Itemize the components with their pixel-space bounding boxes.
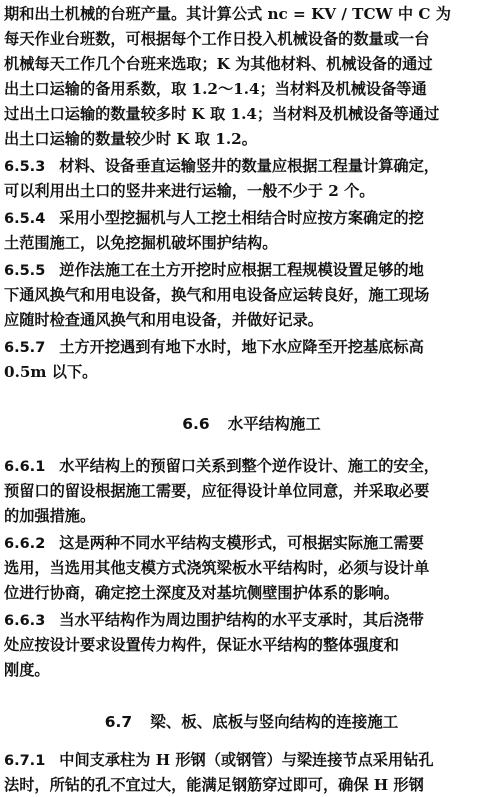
clause-text: 当水平结构作为周边围护结构的水平支承时，其后浇带 [59,611,424,629]
clause-number: 6.5.3 [4,159,46,175]
clause-number: 6.5.7 [4,340,46,356]
paragraph-line: 机械每天工作几个台班来选取；K 为其他材料、机械设备的通过 [4,55,433,73]
clause-text: 水平结构上的预留口关系到整个逆作设计、施工的安全， [59,457,439,475]
paragraph-line: 过出土口运输的数量较多时 K 取 1.4；当材料及机械设备等通过 [4,105,440,123]
clause-number: 6.7.1 [4,753,46,769]
clause-number: 6.6.1 [4,459,46,475]
section-title: 梁、板、底板与竖向结构的连接施工 [150,712,399,731]
clause-text: 材料、设备垂直运输竖井的数量应根据工程量计算确定， [59,157,439,175]
clause-text-line: 法时，所钻的孔不宜过大，能满足钢筋穿过即可，确保 H 形钢 [4,776,424,794]
paragraph-line: 期和出土机械的台班产量。其计算公式 nc = KV / TCW 中 C 为 [4,5,451,23]
clause-6-5-7 [4,337,499,358]
clause-number: 6.6.3 [4,613,46,629]
clause-number: 6.6.2 [4,536,46,552]
paragraph-line: 出土口运输的数量较少时 K 取 1.2。 [4,130,257,148]
clause-text-line: 选用，当选用其他支模方式浇筑梁板水平结构时，必须与设计单 [4,559,430,577]
clause-6-6-1 [4,456,499,477]
clause-text: 中间支承柱为 H 形钢（或钢管）与梁连接节点采用钻孔 [59,751,434,769]
clause-6-7-1 [4,750,499,771]
clause-text-line: 的加强措施。 [4,507,96,525]
clause-text-line: 下通风换气和用电设备，换气和用电设备应运转良好，施工现场 [4,286,430,304]
clause-text-line: 可以利用出土口的竖井来进行运输，一般不少于 2 个。 [4,182,375,200]
section-title: 水平结构施工 [227,414,321,433]
paragraph-line: 出土口运输的备用系数，取 1.2～1.4；当材料及机械设备等通 [4,80,427,98]
clause-6-5-4 [4,208,499,229]
section-heading-6-7 [0,711,503,733]
clause-text-line: 应随时检查通风换气和用电设备，并做好记录。 [4,311,323,329]
clause-text: 采用小型挖掘机与人工挖土相结合时应按方案确定的挖 [59,209,424,227]
clause-number: 6.5.5 [4,263,46,279]
section-number: 6.7 [104,713,133,731]
clause-text: 逆作法施工在土方开挖时应根据工程规模设置足够的地 [59,261,424,279]
clause-6-6-2 [4,533,499,554]
clause-text-line: 位进行协商，确定挖土深度及对基坑侧壁围护体系的影响。 [4,584,399,602]
clause-text: 这是两种不同水平结构支模形式，可根据实际施工需要 [59,534,424,552]
clause-6-6-3 [4,610,499,631]
clause-text-line: 处应按设计要求设置传力构件，保证水平结构的整体强度和 [4,636,399,654]
clause-text-line: 预留口的留设根据施工需要，应征得设计单位同意，并采取必要 [4,482,430,500]
clause-text-line: 0.5m 以下。 [4,363,98,381]
paragraph-line: 每天作业台班数，可根据每个工作日投入机械设备的数量或一台 [4,30,430,48]
section-heading-6-6 [0,413,503,435]
clause-text-line: 刚度。 [4,661,50,679]
section-number: 6.6 [182,415,210,433]
clause-6-5-5 [4,260,499,281]
clause-number: 6.5.4 [4,211,46,227]
clause-6-5-3 [4,156,499,177]
clause-text: 土方开挖遇到有地下水时，地下水应降至开挖基底标高 [59,338,424,356]
clause-text-line: 土范围施工，以免挖掘机破坏围护结构。 [4,234,278,252]
